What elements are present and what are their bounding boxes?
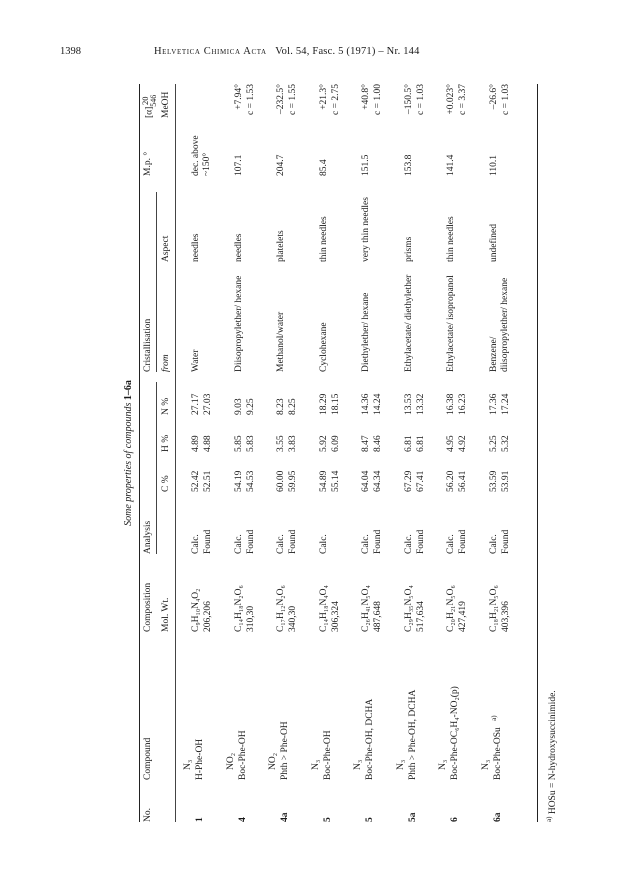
header-compound: Compound: [143, 737, 153, 780]
compound-name: Boc-Phe-OSu: [493, 727, 503, 780]
substituent-group: N₃: [311, 759, 321, 770]
caption-number: 1–6a: [123, 380, 134, 401]
compound-name: Boc-Phe-OH, DCHA: [365, 698, 375, 780]
c-calc: 53.59: [489, 470, 499, 492]
melting-point: 110.1: [489, 154, 499, 176]
molecular-weight: 403,396: [501, 601, 511, 632]
concentration: c = 1.03: [416, 84, 426, 115]
molecular-formula: C₂₆H₄₁N₅O₄: [361, 585, 371, 632]
substituent-group: N₃: [438, 759, 448, 770]
header-bottom-rule: [175, 84, 176, 822]
concentration: c = 1.55: [288, 84, 298, 115]
cryst-solvent: Ethylacetate/ diethylether: [404, 274, 414, 372]
molecular-weight: 427,419: [458, 601, 468, 632]
alpha-temp: 20: [140, 96, 150, 105]
n-calc: 16.38: [446, 393, 456, 415]
molecular-formula: C₁₄H₁₈N₂O₆: [234, 585, 244, 632]
c-calc: 52.42: [191, 470, 201, 492]
h-calc: 4.95: [446, 435, 456, 452]
c-found: 56.41: [458, 470, 468, 492]
table-top-rule: [139, 84, 140, 822]
cryst-solvent: Diethylether/ hexane: [361, 292, 371, 372]
molecular-weight: 206,206: [203, 601, 213, 632]
compound-name: Boc-Phe-OC₆H₄-NO₂(p): [450, 686, 460, 780]
calc-label: Calc.: [489, 534, 499, 554]
n-calc: 8.23: [276, 398, 286, 415]
found-label: Found: [501, 529, 511, 554]
analysis-subrule: [156, 382, 157, 554]
molecular-formula: C₂₉H₃₅N₅O₄: [404, 585, 414, 632]
calc-label: Calc.: [404, 534, 414, 554]
footnote-text: HOSu = N-hydroxysuccinimide.: [548, 690, 558, 815]
h-calc: 5.92: [319, 435, 329, 452]
header-molwt: Mol. Wt.: [161, 597, 171, 632]
calc-label: Calc.: [191, 534, 201, 554]
optical-rotation: +7.94°: [234, 84, 244, 110]
h-found: 4.92: [458, 435, 468, 452]
n-found: 27.03: [203, 393, 213, 415]
compound-name: Boc-Phe-OH: [238, 730, 248, 780]
concentration: c = 1.00: [373, 84, 383, 115]
optical-rotation: +21.3°: [319, 84, 329, 110]
table-bottom-rule: [537, 84, 538, 822]
c-found: 59.95: [288, 470, 298, 492]
c-calc: 67.29: [404, 470, 414, 492]
h-calc: 5.25: [489, 435, 499, 452]
n-calc: 9.03: [234, 398, 244, 415]
h-calc: 4.89: [191, 435, 201, 452]
n-calc: 18.29: [319, 393, 329, 415]
melting-point: 141.4: [446, 154, 456, 176]
c-calc: 54.19: [234, 470, 244, 492]
n-found: 18.15: [331, 393, 341, 415]
crystal-aspect: undefined: [489, 224, 499, 262]
footnote-mark: a): [545, 816, 553, 822]
optical-rotation: –232.5°: [276, 84, 286, 114]
c-calc: 54.89: [319, 470, 329, 492]
cryst-solvent: Water: [191, 349, 201, 372]
compound-footnote-mark: a): [490, 715, 498, 721]
molecular-weight: 310,30: [246, 605, 256, 632]
cryst-solvent: Methanol/water: [276, 311, 286, 372]
c-found: 52.51: [203, 470, 213, 492]
melting-point: 153.8: [404, 154, 414, 176]
row-number: 5: [323, 817, 333, 822]
header-n: N %: [161, 397, 171, 415]
crystal-aspect: thin needles: [319, 216, 329, 262]
found-label: Found: [246, 529, 256, 554]
substituent-group: N₃: [183, 759, 193, 770]
n-found: 16.23: [458, 393, 468, 415]
optical-rotation: –26.6°: [489, 84, 499, 110]
compound-name: H-Phe-OH: [195, 738, 205, 780]
page-number: 1398: [60, 46, 81, 57]
header-solvent: MeOH: [161, 91, 171, 118]
concentration: c = 1.03: [501, 84, 511, 115]
calc-label: Calc.: [361, 534, 371, 554]
substituent-group: N₃: [481, 759, 491, 770]
header-composition: Composition: [143, 582, 153, 632]
molecular-formula: C₁₈H₂₁N₅O₆: [489, 585, 499, 632]
found-label: Found: [288, 529, 298, 554]
h-calc: 8.47: [361, 435, 371, 452]
cryst-subrule: [156, 192, 157, 372]
h-found: 5.83: [246, 435, 256, 452]
n-found: 17.24: [501, 393, 511, 415]
c-calc: 56.20: [446, 470, 456, 492]
c-found: 55.14: [331, 470, 341, 492]
h-calc: 6.81: [404, 435, 414, 452]
melting-point: 107.1: [234, 154, 244, 176]
substituent-group: NO₂: [268, 752, 278, 770]
substituent-group: N₃: [396, 759, 406, 770]
n-found: 14.24: [373, 393, 383, 415]
molecular-formula: C₉H₁₀N₄O₂: [191, 588, 201, 632]
found-label: Found: [203, 529, 213, 554]
row-number: 6: [450, 817, 460, 822]
row-number: 1: [195, 817, 205, 822]
header-aspect: Aspect: [161, 235, 171, 262]
calc-label: Calc.: [276, 534, 286, 554]
crystal-aspect: thin needles: [446, 216, 456, 262]
compound-name: Boc-Phe-OH: [323, 730, 333, 780]
substituent-group: NO₂: [226, 752, 236, 770]
n-found: 13.32: [416, 393, 426, 415]
c-found: 64.34: [373, 470, 383, 492]
h-found: 6.09: [331, 435, 341, 452]
crystal-aspect: platelets: [276, 230, 286, 262]
c-found: 54.53: [246, 470, 256, 492]
optical-rotation: –150.5°: [404, 84, 414, 114]
cryst-solvent: Benzene/ diisopropylether/ hexane: [489, 277, 510, 372]
concentration: c = 3.37: [458, 84, 468, 115]
alpha-symbol: [α]: [144, 106, 155, 118]
cryst-solvent: Cyclohexane: [319, 322, 329, 372]
crystal-aspect: prisms: [404, 236, 414, 262]
journal-issue: Vol. 54, Fasc. 5 (1971) – Nr. 144: [275, 46, 420, 57]
page-header: [0, 0, 624, 60]
melting-point: 151.5: [361, 154, 371, 176]
table-caption: [123, 84, 135, 822]
melting-point: dec. above ~150°: [191, 135, 212, 176]
row-number: 4: [238, 817, 248, 822]
h-found: 4.88: [203, 435, 213, 452]
running-head: [154, 46, 420, 57]
h-found: 5.32: [501, 435, 511, 452]
calc-label: Calc.: [446, 534, 456, 554]
h-found: 8.46: [373, 435, 383, 452]
calc-label: Calc.: [234, 534, 244, 554]
found-label: Found: [416, 529, 426, 554]
h-calc: 5.85: [234, 435, 244, 452]
row-number: 4a: [280, 812, 290, 822]
cryst-solvent: Diisopropylether/ hexane: [234, 275, 244, 372]
crystal-aspect: very thin needles: [361, 197, 371, 262]
n-calc: 14.36: [361, 393, 371, 415]
header-analysis: Analysis: [143, 520, 153, 554]
cryst-solvent: Ethylacetate/ isopropanol: [446, 275, 456, 372]
h-calc: 3.55: [276, 435, 286, 452]
calc-label: Calc.: [319, 534, 329, 554]
crystal-aspect: needles: [234, 233, 244, 262]
caption-text: Some properties of compounds: [123, 402, 134, 526]
journal-name: Helvetica Chimica Acta: [154, 46, 267, 57]
row-number: 6a: [493, 812, 503, 822]
n-calc: 27.17: [191, 393, 201, 415]
c-found: 67.41: [416, 470, 426, 492]
header-mp: M.p. °: [143, 151, 153, 176]
molecular-formula: C₁₇H₁₂N₂O₆: [276, 585, 286, 632]
molecular-weight: 517,634: [416, 601, 426, 632]
header-from: from: [161, 354, 171, 372]
alpha-wavelength: 546: [148, 94, 158, 107]
optical-rotation: +0.023°: [446, 84, 456, 115]
properties-table: [123, 84, 563, 822]
n-found: 8.25: [288, 398, 298, 415]
n-calc: 13.53: [404, 393, 414, 415]
optical-rotation: +40.8°: [361, 84, 371, 110]
found-label: Found: [373, 529, 383, 554]
c-found: 53.91: [501, 470, 511, 492]
concentration: c = 1.53: [246, 84, 256, 115]
n-found: 9.25: [246, 398, 256, 415]
footnote: [545, 690, 559, 822]
molecular-formula: C₁₄H₁₈N₄O₄: [319, 585, 329, 632]
melting-point: 85.4: [319, 159, 329, 176]
melting-point: 204.7: [276, 154, 286, 176]
molecular-weight: 487,648: [373, 601, 383, 632]
found-label: Found: [458, 529, 468, 554]
row-number: 5: [365, 817, 375, 822]
compound-name: Phth > Phe-OH: [280, 721, 290, 780]
header-cristallisation: Cristallisation: [143, 318, 153, 372]
crystal-aspect: needles: [191, 233, 201, 262]
molecular-weight: 306,324: [331, 601, 341, 632]
h-found: 6.81: [416, 435, 426, 452]
compound-name: Phth > Phe-OH, DCHA: [408, 689, 418, 780]
concentration: c = 2.75: [331, 84, 341, 115]
h-found: 3.83: [288, 435, 298, 452]
molecular-formula: C₂₀H₂₁N₅O₆: [446, 585, 456, 632]
c-calc: 60.00: [276, 470, 286, 492]
substituent-group: N₃: [353, 759, 363, 770]
header-h: H %: [161, 434, 171, 452]
header-no: No.: [143, 808, 153, 822]
row-number: 5a: [408, 812, 418, 822]
header-alpha: [141, 95, 158, 118]
c-calc: 64.04: [361, 470, 371, 492]
header-c: C %: [161, 475, 171, 492]
n-calc: 17.36: [489, 393, 499, 415]
molecular-weight: 340,30: [288, 605, 298, 632]
